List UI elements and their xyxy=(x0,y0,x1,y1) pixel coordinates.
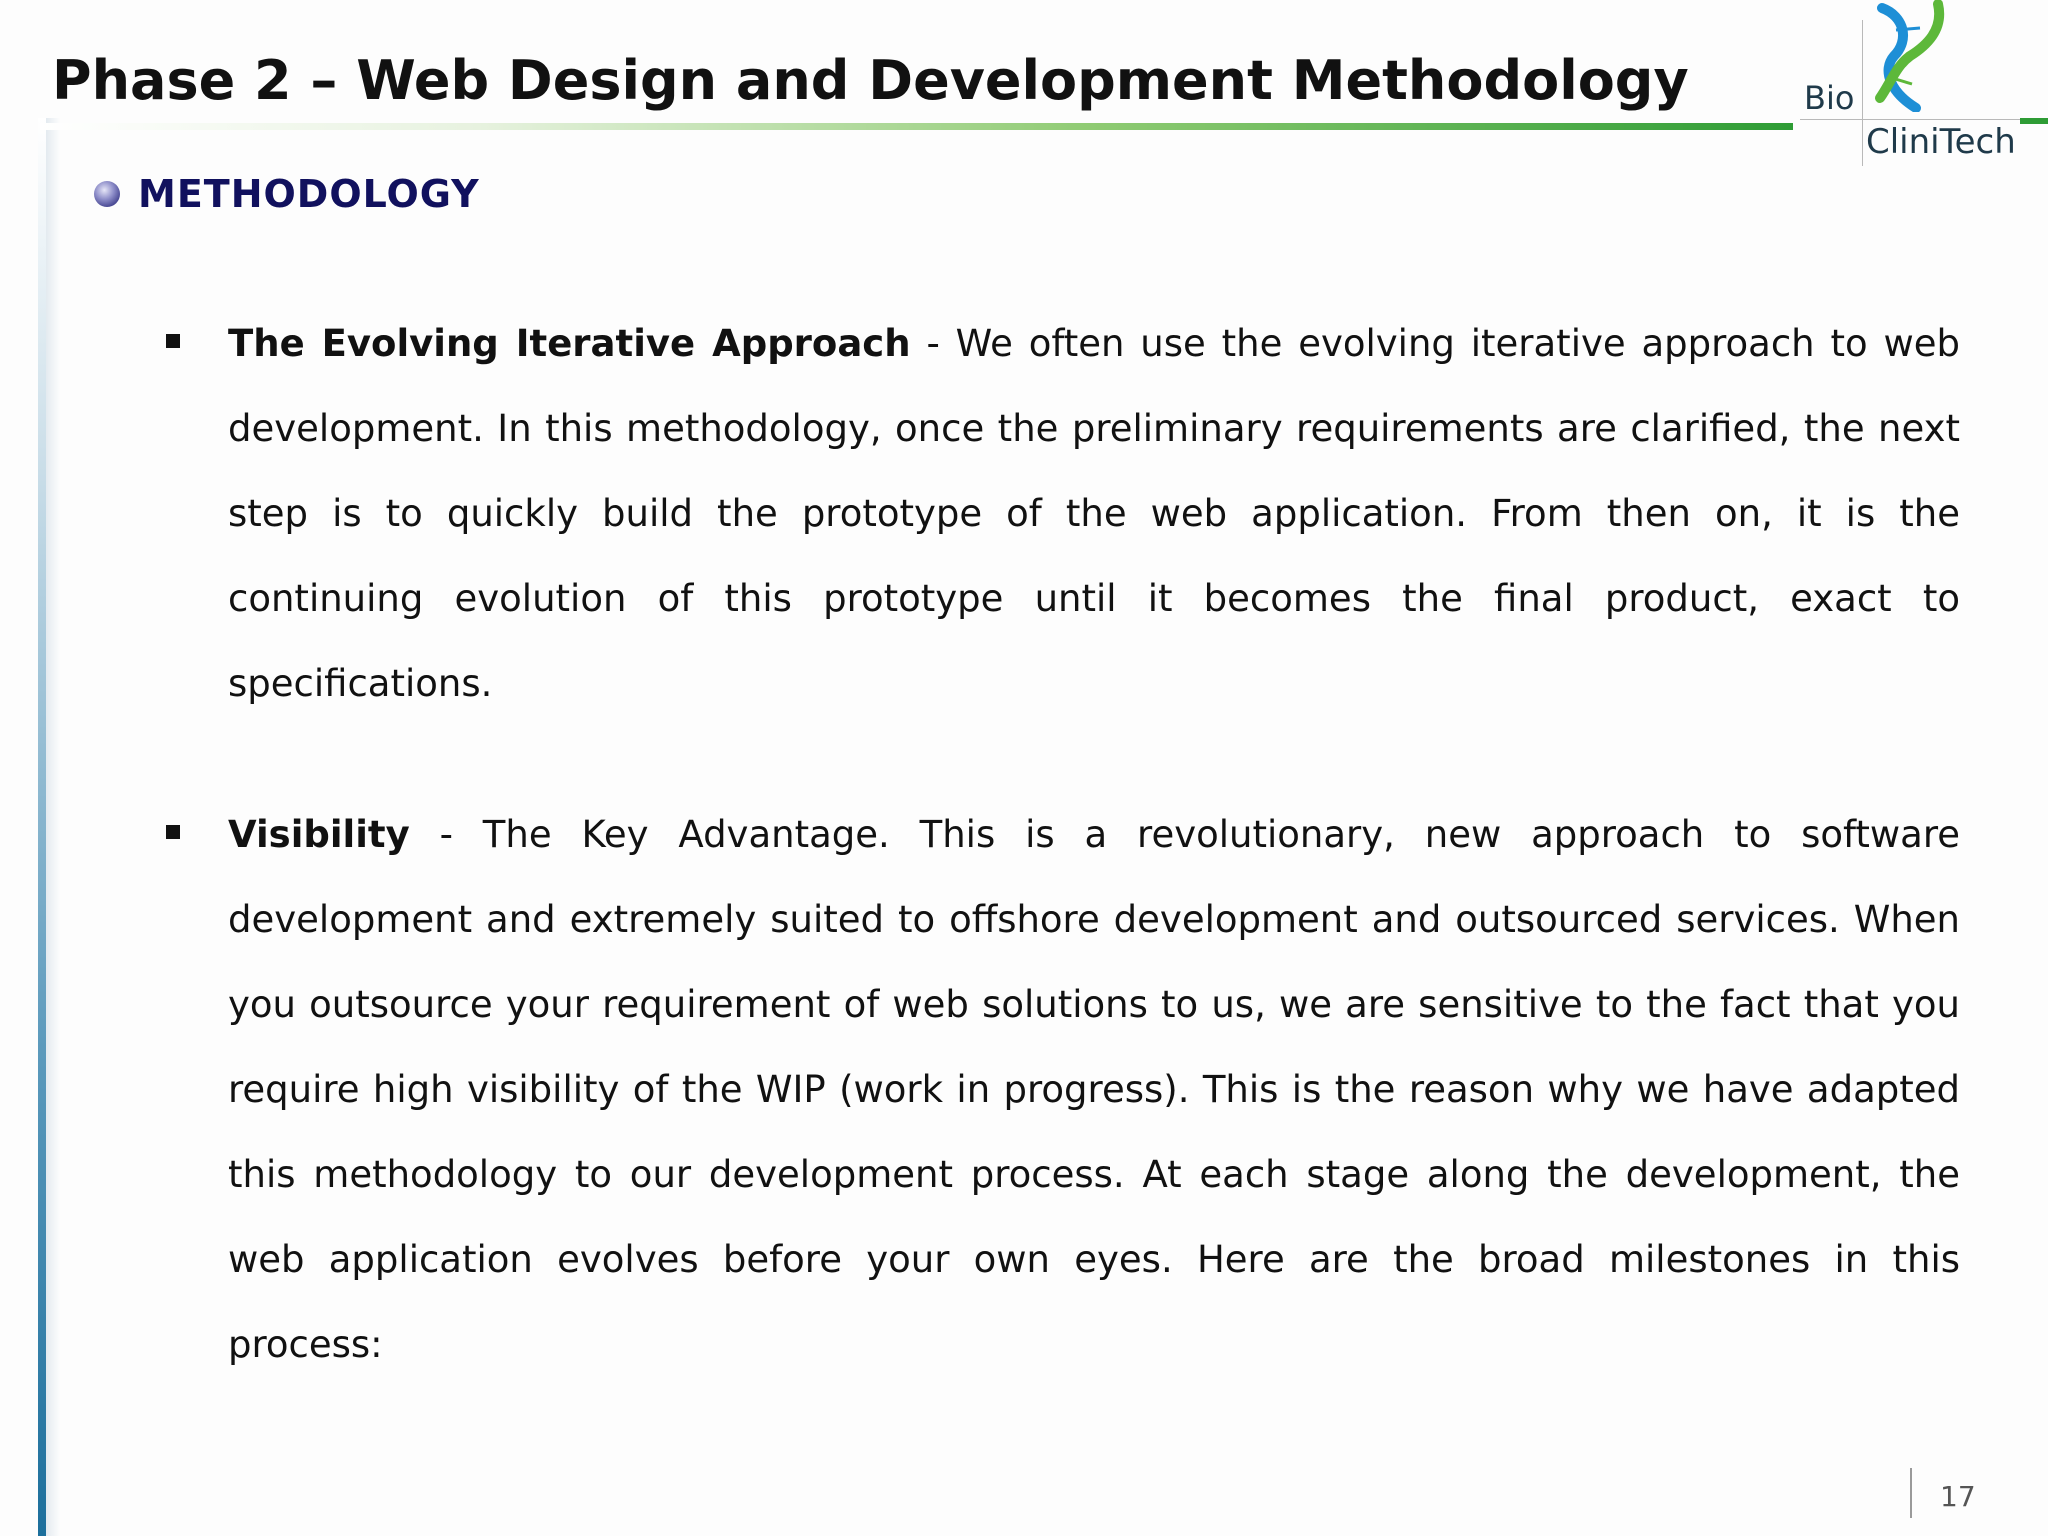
title-underline xyxy=(40,123,1793,130)
bullet-paragraph xyxy=(228,792,1960,1387)
bullet-term: Visibility xyxy=(228,813,410,856)
logo-text-clinitech: CliniTech xyxy=(1866,122,2016,162)
section-heading-label: METHODOLOGY xyxy=(138,172,480,216)
left-accent-shadow xyxy=(46,118,60,1536)
company-logo xyxy=(1800,0,2020,170)
sphere-bullet-icon xyxy=(92,179,122,209)
dna-helix-icon xyxy=(1860,0,1950,112)
bullet-term: The Evolving Iterative Approach xyxy=(228,322,911,365)
bullet-text: - We often use the evolving iterative approach to web development. In this methodology, once the preliminary requirements are clarified, the next step is to quickly build the prototype of the web application. From then on, it is the continuing evolution of this prototype until it becomes the final product, exact to specifications. xyxy=(228,322,1960,705)
left-accent-bar xyxy=(38,118,46,1536)
section-heading xyxy=(92,166,480,222)
slide-title: Phase 2 – Web Design and Development Methodology xyxy=(52,49,1689,112)
bullet-text: - The Key Advantage. This is a revolutionary, new approach to software development and extremely suited to offshore development and outsourced services. When you outsource your requirement of web solutions to us, we are sensitive to the fact that you require high visibility of the WIP (work in progress). This is the reason why we have adapted this methodology to our development process. At each stage along the development, the web application evolves before your own eyes. Here are the broad milestones in this process: xyxy=(228,813,1960,1366)
page-number-divider xyxy=(1910,1468,1912,1518)
logo-text-bio: Bio xyxy=(1804,79,1855,117)
square-bullet-icon xyxy=(166,334,180,348)
square-bullet-icon xyxy=(166,825,180,839)
bullet-paragraph xyxy=(228,301,1960,726)
title-underline-end xyxy=(2020,118,2048,124)
page-number: 17 xyxy=(1940,1480,1976,1513)
